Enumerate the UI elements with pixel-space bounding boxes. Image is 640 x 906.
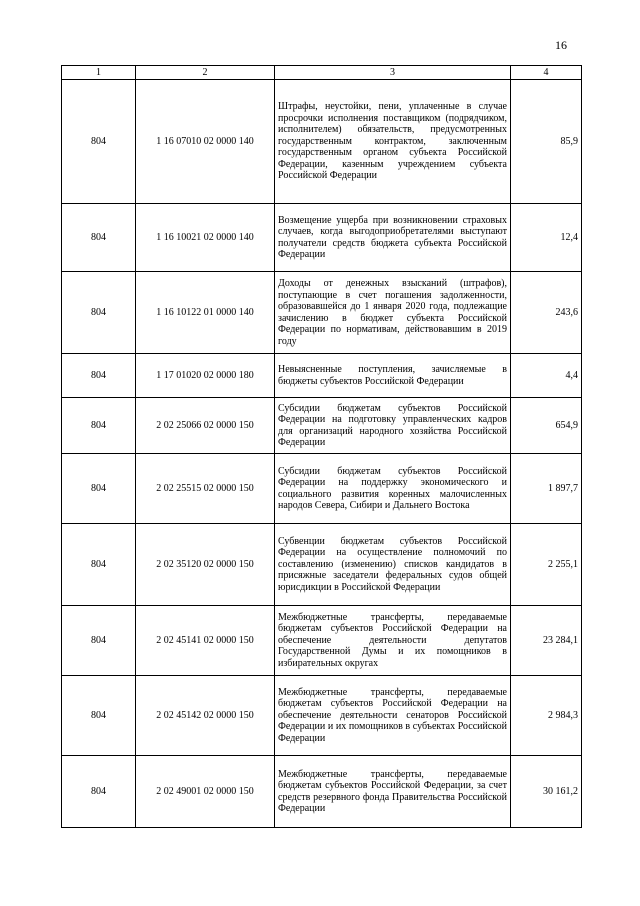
amount-cell: 85,9: [511, 80, 582, 204]
revenue-code-cell: 2 02 25515 02 0000 150: [136, 454, 275, 524]
revenue-code-cell: 2 02 35120 02 0000 150: [136, 524, 275, 606]
column-header-4: 4: [511, 66, 582, 80]
amount-cell: 2 984,3: [511, 676, 582, 756]
page-number: 16: [555, 38, 567, 52]
table-row: [62, 204, 582, 272]
amount-cell: 1 897,7: [511, 454, 582, 524]
admin-code-cell: 804: [62, 204, 136, 272]
revenue-code-cell: 2 02 49001 02 0000 150: [136, 756, 275, 828]
revenue-name-cell: Межбюджетные трансферты, передаваемые бюджетам субъектов Российской Федерации на обеспечение деятельности депутатов Государственной Думы и их помощников в избирательных округах: [275, 606, 511, 676]
revenue-name-cell: Невыясненные поступления, зачисляемые в бюджеты субъектов Российской Федерации: [275, 354, 511, 398]
revenue-code-cell: 1 16 07010 02 0000 140: [136, 80, 275, 204]
table-row: [62, 354, 582, 398]
revenue-name-cell: Межбюджетные трансферты, передаваемые бюджетам субъектов Российской Федерации на обеспечение деятельности сенаторов Российской Федерации и их помощников в субъектах Российской Федерации: [275, 676, 511, 756]
table-row: [62, 80, 582, 204]
amount-cell: 4,4: [511, 354, 582, 398]
revenue-name-cell: Субвенции бюджетам субъектов Российской Федерации на осуществление полномочий по составлению (изменению) списков кандидатов в присяжные заседатели федеральных судов общей юрисдикции в Российской Федерации: [275, 524, 511, 606]
revenue-code-cell: 2 02 45142 02 0000 150: [136, 676, 275, 756]
admin-code-cell: 804: [62, 454, 136, 524]
amount-cell: 30 161,2: [511, 756, 582, 828]
amount-cell: 654,9: [511, 398, 582, 454]
table-row: [62, 524, 582, 606]
revenue-name-cell: Штрафы, неустойки, пени, уплаченные в случае просрочки исполнения поставщиком (подрядчиком, исполнителем) обязательств, предусмотренных государственным контрактом, заключенным государственным органом субъекта Российской Федерации, казенным учреждением субъекта Российской Федерации: [275, 80, 511, 204]
admin-code-cell: 804: [62, 398, 136, 454]
table-row: [62, 454, 582, 524]
table-row: [62, 606, 582, 676]
revenue-name-cell: Межбюджетные трансферты, передаваемые бюджетам субъектов Российской Федерации, за счет средств резервного фонда Правительства Российской Федерации: [275, 756, 511, 828]
admin-code-cell: 804: [62, 524, 136, 606]
revenue-name-cell: Доходы от денежных взысканий (штрафов), поступающие в счет погашения задолженности, образовавшейся до 1 января 2020 года, подлежащие зачислению в бюджет субъекта Российской Федерации по нормативам, действовавшим в 2019 году: [275, 272, 511, 354]
admin-code-cell: 804: [62, 606, 136, 676]
admin-code-cell: 804: [62, 676, 136, 756]
amount-cell: 243,6: [511, 272, 582, 354]
admin-code-cell: 804: [62, 272, 136, 354]
table-row: [62, 756, 582, 828]
budget-revenue-table: [61, 65, 582, 828]
revenue-name-cell: Возмещение ущерба при возникновении страховых случаев, когда выгодоприобретателями выступают получатели средств бюджета субъекта Российской Федерации: [275, 204, 511, 272]
column-header-2: 2: [136, 66, 275, 80]
admin-code-cell: 804: [62, 756, 136, 828]
amount-cell: 23 284,1: [511, 606, 582, 676]
header-row: [62, 66, 582, 80]
amount-cell: 12,4: [511, 204, 582, 272]
table-row: [62, 272, 582, 354]
revenue-code-cell: 2 02 45141 02 0000 150: [136, 606, 275, 676]
amount-cell: 2 255,1: [511, 524, 582, 606]
revenue-code-cell: 2 02 25066 02 0000 150: [136, 398, 275, 454]
table-row: [62, 676, 582, 756]
table-row: [62, 398, 582, 454]
admin-code-cell: 804: [62, 354, 136, 398]
revenue-code-cell: 1 16 10122 01 0000 140: [136, 272, 275, 354]
column-header-1: 1: [62, 66, 136, 80]
revenue-name-cell: Субсидии бюджетам субъектов Российской Федерации на подготовку управленческих кадров для организаций народного хозяйства Российской Федерации: [275, 398, 511, 454]
admin-code-cell: 804: [62, 80, 136, 204]
revenue-code-cell: 1 17 01020 02 0000 180: [136, 354, 275, 398]
column-header-3: 3: [275, 66, 511, 80]
revenue-code-cell: 1 16 10021 02 0000 140: [136, 204, 275, 272]
revenue-name-cell: Субсидии бюджетам субъектов Российской Федерации на поддержку экономического и социального развития коренных малочисленных народов Севера, Сибири и Дальнего Востока: [275, 454, 511, 524]
